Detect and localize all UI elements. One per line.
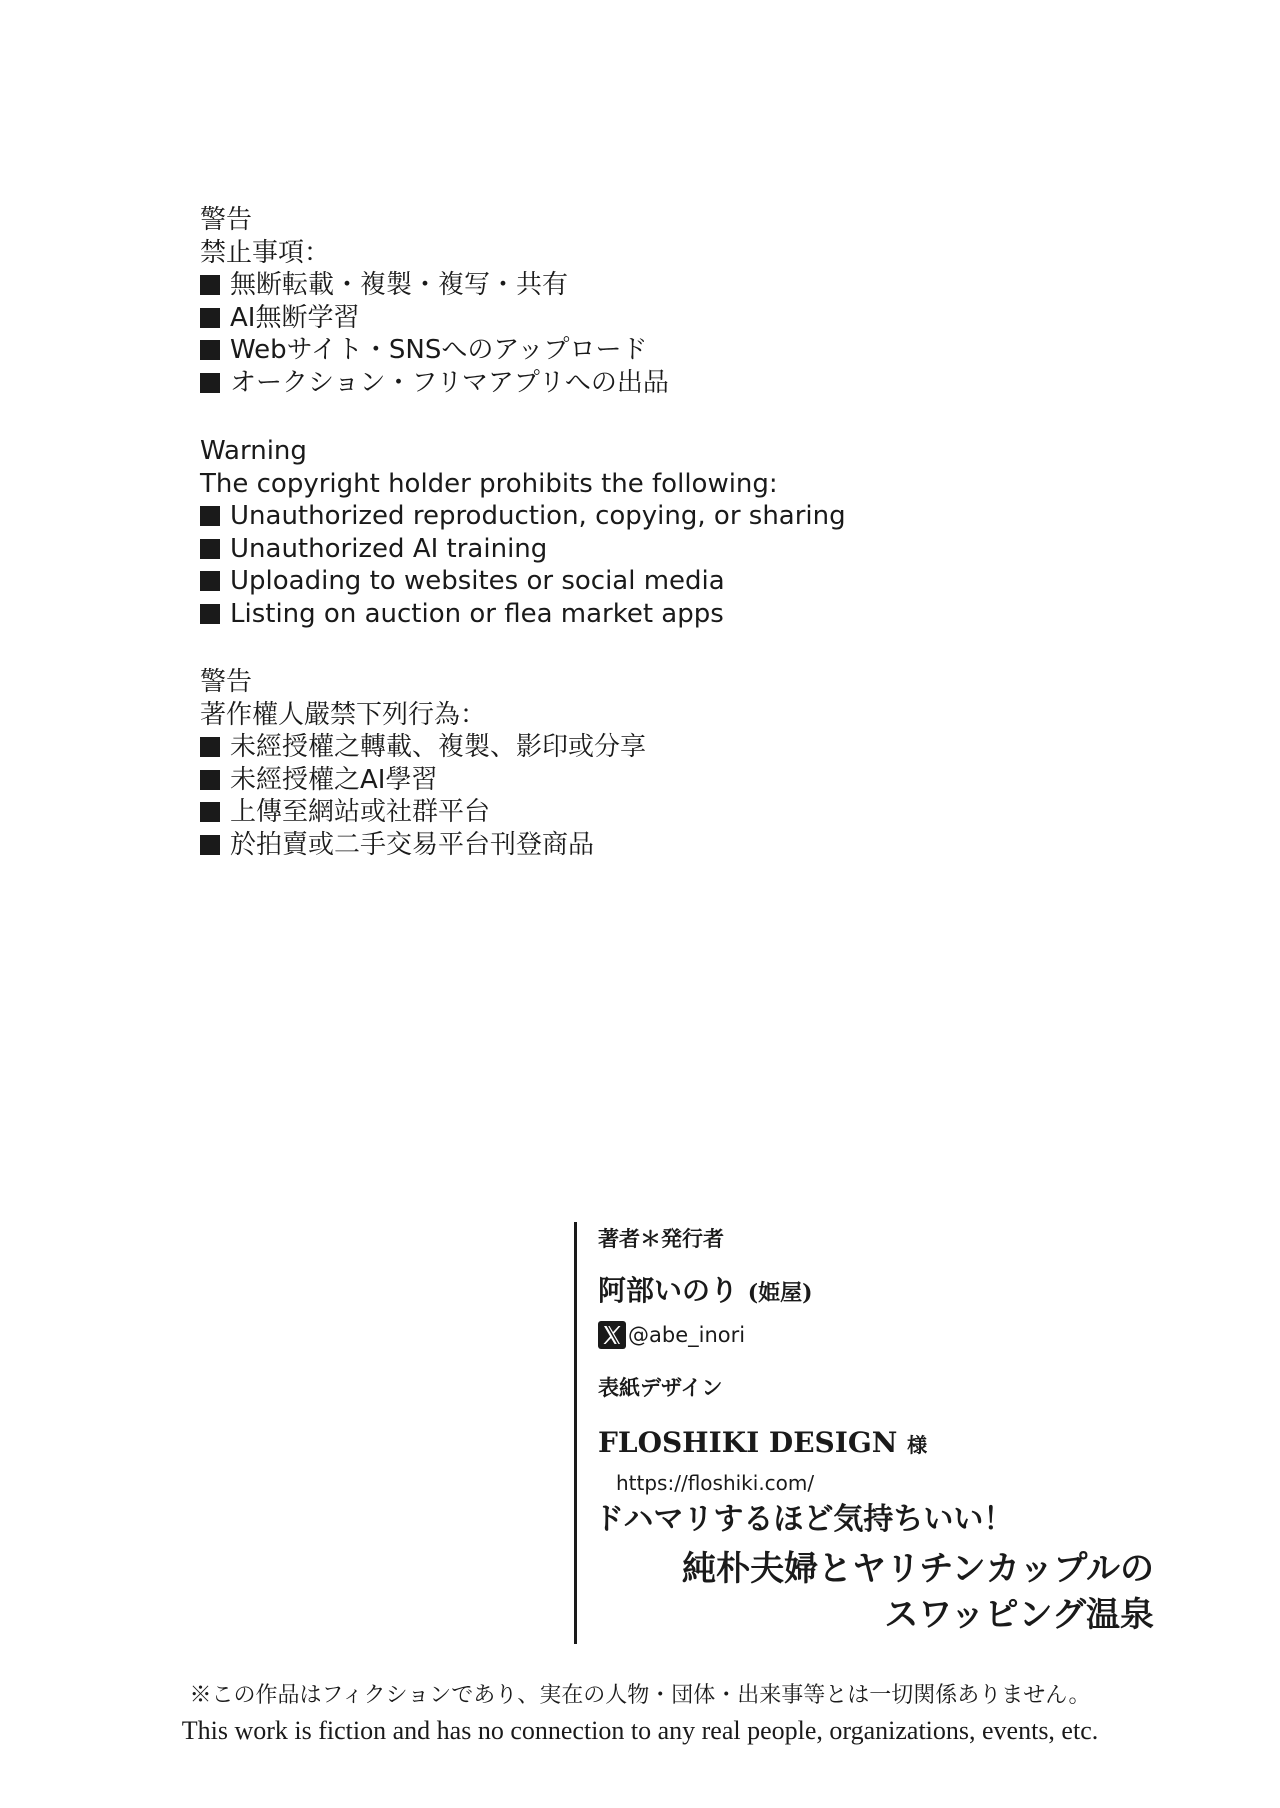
warning-block-chinese: [200, 666, 1020, 861]
colophon-divider: [574, 1222, 577, 1644]
warning-item: [200, 829, 1020, 862]
footer-disclaimer: [0, 1680, 1280, 1748]
x-logo-icon: [598, 1321, 626, 1349]
book-title-line-2: 純朴夫婦とヤリチンカップルの: [682, 1549, 1154, 1589]
bullet-square-icon: [200, 506, 220, 526]
warning-subheading: 著作權人嚴禁下列行為：: [200, 699, 487, 730]
warning-item-text: Listing on auction or flea market apps: [230, 598, 724, 629]
colophon: [598, 1225, 1198, 1496]
bullet-square-icon: [200, 604, 220, 624]
book-title-line-1: ドハマリするほど気持ちいい！: [594, 1502, 1014, 1537]
bullet-square-icon: [200, 571, 220, 591]
warning-item: [200, 764, 1020, 797]
warning-heading: Warning: [200, 436, 307, 466]
warning-item-text: 無断転載・複製・複写・共有: [230, 270, 569, 300]
bullet-square-icon: [200, 340, 220, 360]
warning-item-text: 未經授權之轉載、複製、影印或分享: [230, 732, 647, 762]
bullet-square-icon: [200, 737, 220, 757]
warning-item-text: Unauthorized AI training: [230, 533, 548, 564]
circle-name: (姫屋): [747, 1280, 813, 1306]
warning-item-text: オークション・フリマアプリへの出品: [230, 367, 669, 398]
warning-heading: 警告: [200, 667, 253, 697]
warning-block-english: [200, 435, 1020, 630]
x-handle: @abe_inori: [628, 1323, 746, 1347]
warning-item: [200, 796, 1020, 829]
warnings-section: [200, 204, 1020, 897]
warning-subheading: The copyright holder prohibits the following:: [200, 468, 778, 499]
designer-honorific: 様: [907, 1433, 928, 1457]
warning-item: [200, 367, 1020, 400]
author-name: 阿部いのり: [598, 1274, 739, 1307]
warning-item-text: Uploading to websites or social media: [230, 566, 725, 596]
warning-heading: 警告: [200, 205, 253, 235]
bullet-square-icon: [200, 802, 220, 822]
author-line: [598, 1273, 1198, 1311]
bullet-square-icon: [200, 539, 220, 559]
author-label: 著者＊発行者: [598, 1226, 724, 1251]
book-title: [594, 1500, 1154, 1638]
warning-item-text: 於拍賣或二手交易平台刊登商品: [230, 829, 595, 860]
warning-item: [200, 302, 1020, 335]
x-account: [598, 1321, 1198, 1349]
bullet-square-icon: [200, 770, 220, 790]
designer-name: FLOSHIKI DESIGN: [598, 1426, 898, 1459]
warning-item-text: Unauthorized reproduction, copying, or sharing: [230, 501, 846, 531]
warning-item: [200, 731, 1020, 764]
warning-item-text: 上傳至網站或社群平台: [230, 797, 491, 827]
book-title-line-3: スワッピング温泉: [884, 1595, 1154, 1635]
warning-subheading: 禁止事項：: [200, 237, 331, 268]
warning-item: [200, 533, 1020, 566]
designer-url: https://floshiki.com/: [616, 1471, 815, 1495]
warning-item: [200, 500, 1020, 533]
warning-item: [200, 565, 1020, 598]
warning-item-text: Webサイト・SNSへのアップロード: [230, 335, 648, 365]
warning-block-japanese: [200, 204, 1020, 399]
warning-item: [200, 269, 1020, 302]
disclaimer-english: This work is fiction and has no connection to any real people, organizations, events, etc.: [181, 1716, 1099, 1745]
bullet-square-icon: [200, 308, 220, 328]
bullet-square-icon: [200, 373, 220, 393]
warning-item: [200, 598, 1020, 631]
warning-item-text: 未經授權之AI學習: [230, 764, 438, 795]
disclaimer-japanese: ※この作品はフィクションであり、実在の人物・団体・出来事等とは一切関係ありません。: [189, 1683, 1091, 1708]
cover-design-label: 表紙デザイン: [598, 1375, 723, 1400]
warning-item: [200, 334, 1020, 367]
bullet-square-icon: [200, 835, 220, 855]
warning-item-text: AI無断学習: [230, 302, 360, 333]
bullet-square-icon: [200, 275, 220, 295]
designer-line: [598, 1426, 1198, 1462]
